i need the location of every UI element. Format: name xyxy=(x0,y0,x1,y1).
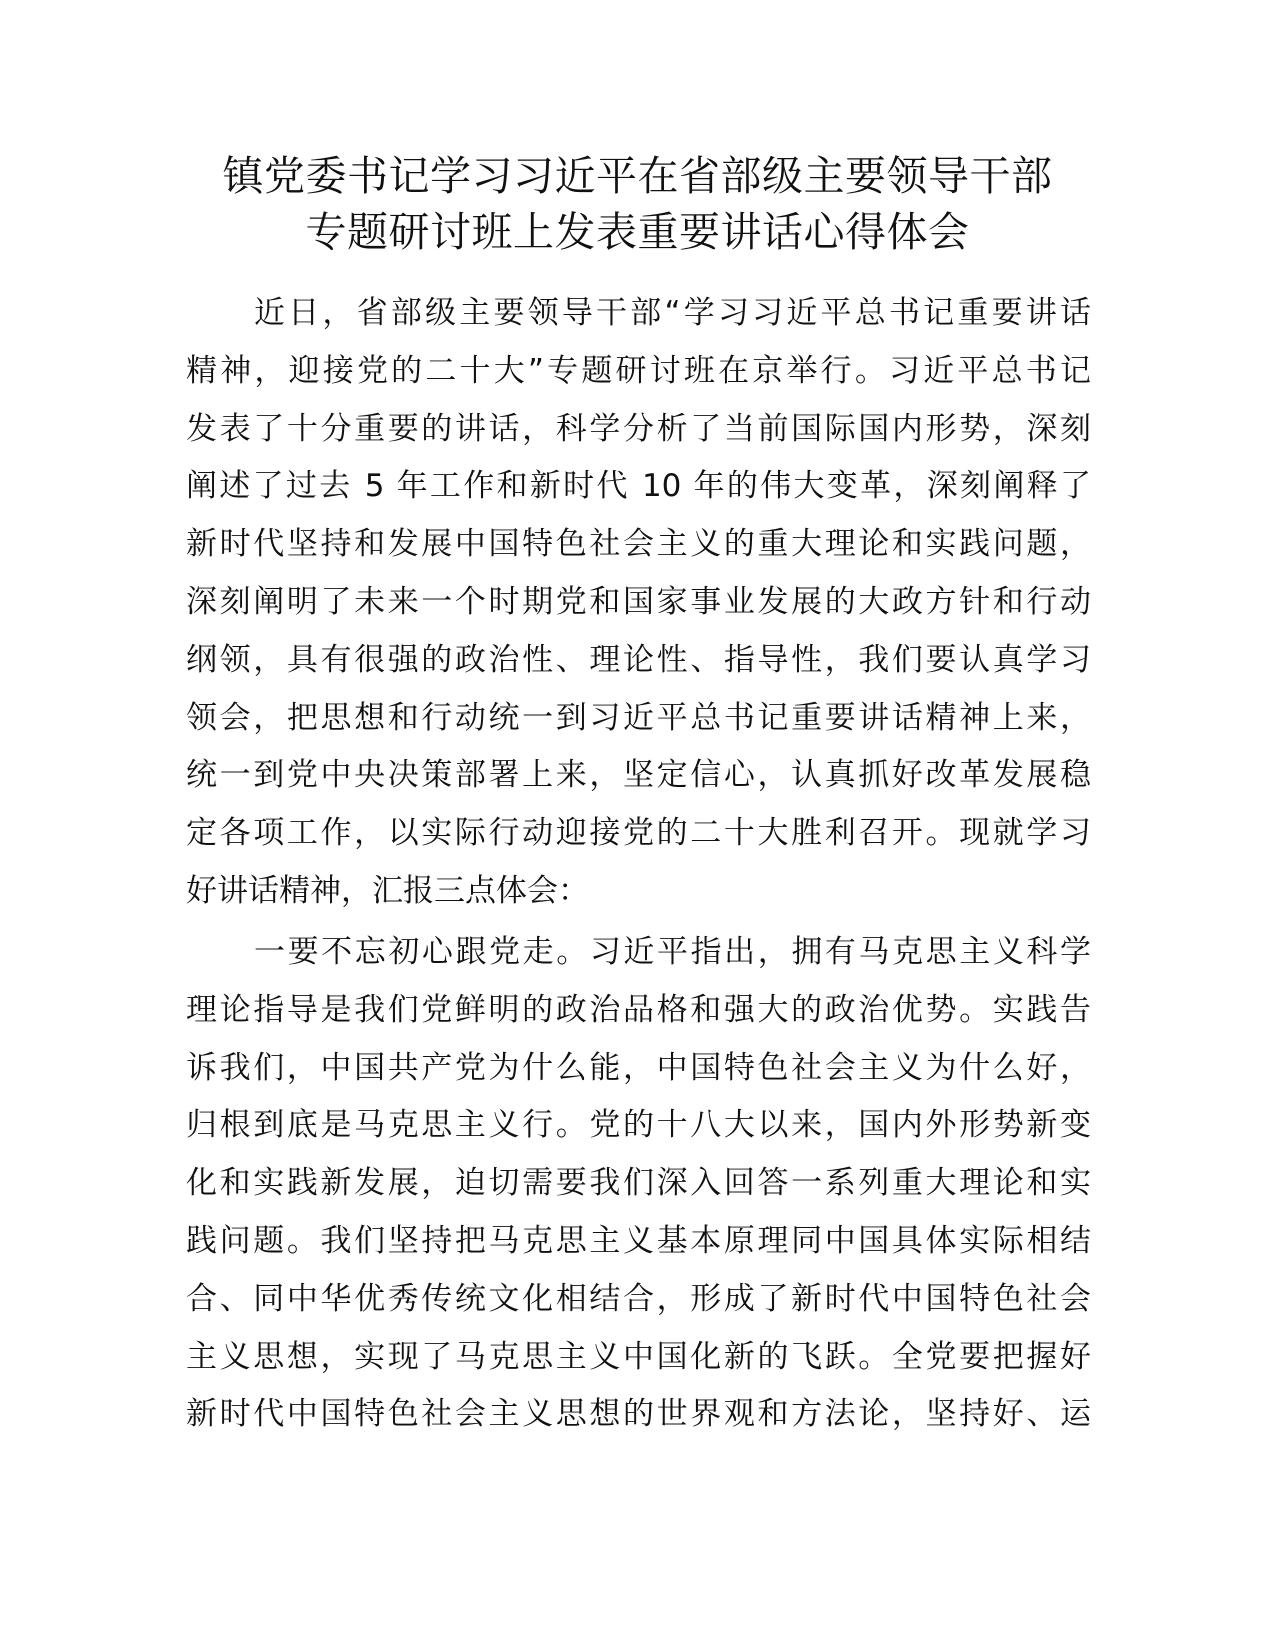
document-title-line-2: 专题研讨班上发表重要讲话心得体会 xyxy=(305,208,970,256)
paragraph-line: 践问题。我们坚持把马克思主义基本原理同中国具体实际相结 xyxy=(186,1222,1091,1259)
paragraph-line: 阐述了过去 5 年工作和新时代 10 年的伟大变革，深刻阐释了 xyxy=(186,468,1091,505)
paragraph-line: 精神，迎接党的二十大”专题研讨班在京举行。习近平总书记 xyxy=(186,352,1091,389)
paragraph-line: 定各项工作，以实际行动迎接党的二十大胜利召开。现就学习 xyxy=(186,815,1091,852)
document-title-line-1: 镇党委书记学习习近平在省部级主要领导干部 xyxy=(222,152,1053,200)
paragraph-line: 深刻阐明了未来一个时期党和国家事业发展的大政方针和行动 xyxy=(186,583,1091,620)
paragraph-line: 合、同中华优秀传统文化相结合，形成了新时代中国特色社会 xyxy=(186,1280,1091,1317)
paragraph-line: 一要不忘初心跟党走。习近平指出，拥有马克思主义科学 xyxy=(254,934,1091,970)
paragraph-line: 统一到党中央决策部署上来，坚定信心，认真抓好改革发展稳 xyxy=(186,757,1091,794)
paragraph-line: 好讲话精神，汇报三点体会： xyxy=(186,872,589,909)
paragraph-point-one xyxy=(186,924,1091,1444)
paragraph-intro xyxy=(186,285,1091,921)
paragraph-line: 归根到底是马克思主义行。党的十八大以来，国内外形势新变 xyxy=(186,1107,1091,1144)
paragraph-line: 纲领，具有很强的政治性、理论性、指导性，我们要认真学习 xyxy=(186,641,1091,678)
paragraph-line: 主义思想，实现了马克思主义中国化新的飞跃。全党要把握好 xyxy=(186,1338,1091,1375)
paragraph-line: 发表了十分重要的讲话，科学分析了当前国际国内形势，深刻 xyxy=(186,410,1091,447)
paragraph-line: 领会，把思想和行动统一到习近平总书记重要讲话精神上来， xyxy=(186,699,1091,736)
paragraph-line: 化和实践新发展，迫切需要我们深入回答一系列重大理论和实 xyxy=(186,1165,1091,1202)
paragraph-line: 近日，省部级主要领导干部“学习习近平总书记重要讲话 xyxy=(254,295,1091,331)
document-title xyxy=(150,148,1125,260)
paragraph-line: 理论指导是我们党鲜明的政治品格和强大的政治优势。实践告 xyxy=(186,991,1091,1028)
paragraph-line: 新时代坚持和发展中国特色社会主义的重大理论和实践问题， xyxy=(186,526,1091,563)
paragraph-line: 新时代中国特色社会主义思想的世界观和方法论，坚持好、运 xyxy=(186,1396,1091,1433)
paragraph-line: 诉我们，中国共产党为什么能，中国特色社会主义为什么好， xyxy=(186,1049,1091,1086)
